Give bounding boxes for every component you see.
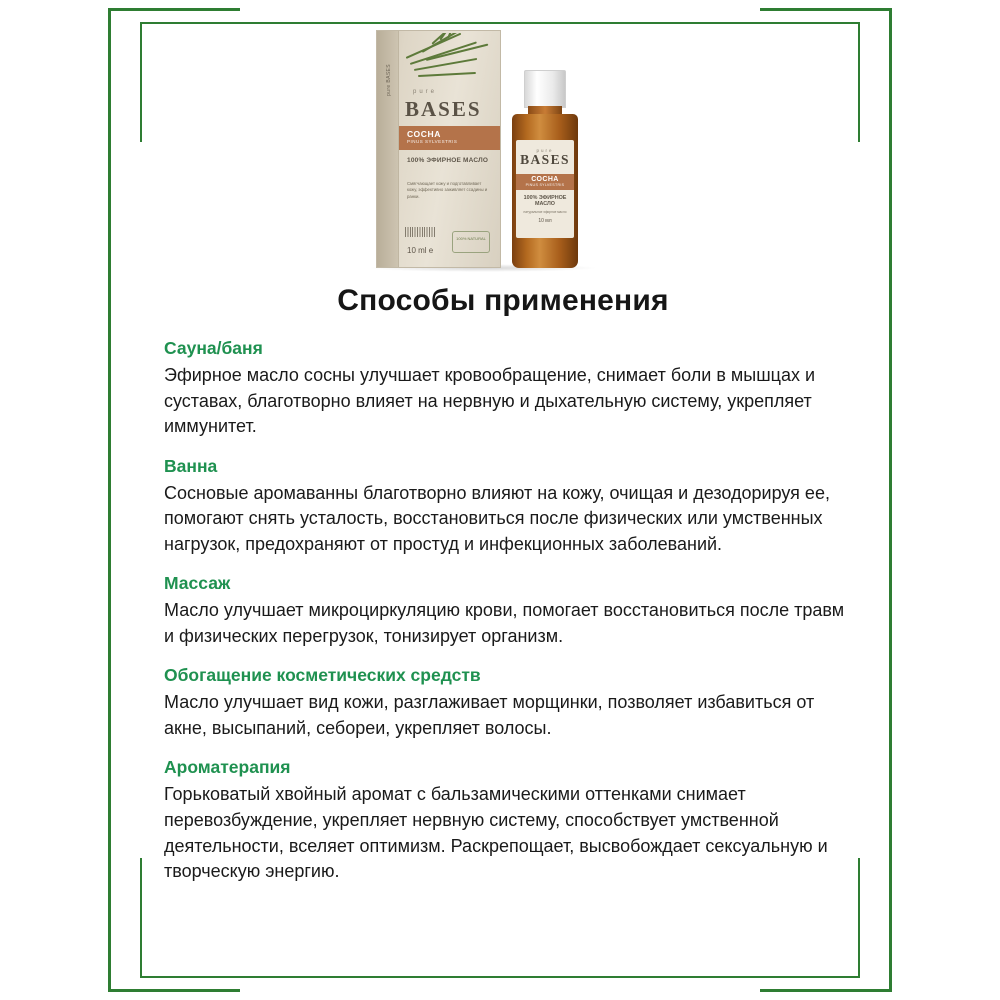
carton-volume: 10 ml e	[407, 246, 434, 255]
bottle-brand: BASES	[520, 152, 570, 167]
carton-product-name: СОСНА	[407, 129, 441, 139]
product-carton	[376, 30, 501, 268]
carton-description: Смягчающает кожу и подготавливает кожу, эффективно заживляет ссадины и ранки.	[407, 181, 488, 199]
section-cosmetics	[164, 665, 848, 741]
carton-latin-name: PINUS SYLVESTRIS	[407, 139, 458, 144]
page-title: Способы применения	[337, 284, 669, 317]
section-body: Сосновые аромаванны благотворно влияют на кожу, очищая и дезодорируя ее, помогают снять усталость, восстановиться после физических или умственных нагрузок, предохраняют от простуд и инфекционных заболеваний.	[164, 482, 830, 554]
section-body: Эфирное масло сосны улучшает кровообращение, снимает боли в мышцах и суставах, благотворно влияет на нервную и дыхательную систему, укрепляет иммунитет.	[164, 365, 816, 437]
section-sauna	[164, 338, 848, 440]
barcode-icon	[405, 227, 435, 237]
carton-side-text: pure BASES	[386, 63, 392, 97]
bottle-subtext: натуральное эфирное масло	[523, 209, 567, 214]
carton-name-band	[399, 126, 500, 150]
product-photo	[158, 14, 848, 276]
bottle-volume: 10 мл	[538, 217, 552, 224]
section-body: Масло улучшает вид кожи, разглаживает морщинки, позволяет избавиться от акне, высыпаний, себореи, укрепляет волосы.	[164, 692, 815, 738]
pine-needles-icon	[402, 33, 498, 89]
bottle-label	[516, 140, 574, 238]
bottle-name-band	[516, 174, 574, 190]
carton-side-panel	[377, 31, 399, 267]
natural-badge-icon: 100% NATURAL	[452, 231, 490, 253]
section-heading: Ароматерапия	[164, 757, 291, 778]
product-bottle	[510, 70, 580, 268]
section-heading: Сауна/баня	[164, 338, 263, 358]
bottle-claim: 100% ЭФИРНОЕ МАСЛО	[523, 194, 567, 207]
bottle-latin-name: PINUS SYLVESTRIS	[525, 182, 565, 187]
carton-brand: BASES	[405, 97, 482, 121]
section-heading: Обогащение косметических средств	[164, 665, 481, 686]
section-massage	[164, 573, 848, 649]
section-body: Масло улучшает микроциркуляцию крови, помогает восстановиться после травм и физических перегрузок, тонизирует организм.	[164, 600, 845, 646]
bottle-body	[512, 114, 578, 268]
bottle-pure-text: pure	[536, 148, 554, 153]
section-bath	[164, 456, 848, 558]
carton-pure-text: pure	[413, 89, 438, 95]
section-aromatherapy	[164, 757, 848, 884]
bottle-cap	[524, 70, 566, 108]
bottle-product-name: СОСНА	[531, 175, 559, 183]
section-heading: Ванна	[164, 455, 218, 476]
carton-claim: 100% ЭФИРНОЕ МАСЛО	[407, 157, 489, 164]
section-body: Горьковатый хвойный аромат с бальзамическими оттенками снимает перевозбуждение, укрепляет нервную систему, способствует умственной деятельности, вселяет оптимизм. Раскрепощает, высвобождает сексуальную и творческую энергию.	[164, 784, 828, 882]
section-heading: Массаж	[164, 573, 231, 594]
